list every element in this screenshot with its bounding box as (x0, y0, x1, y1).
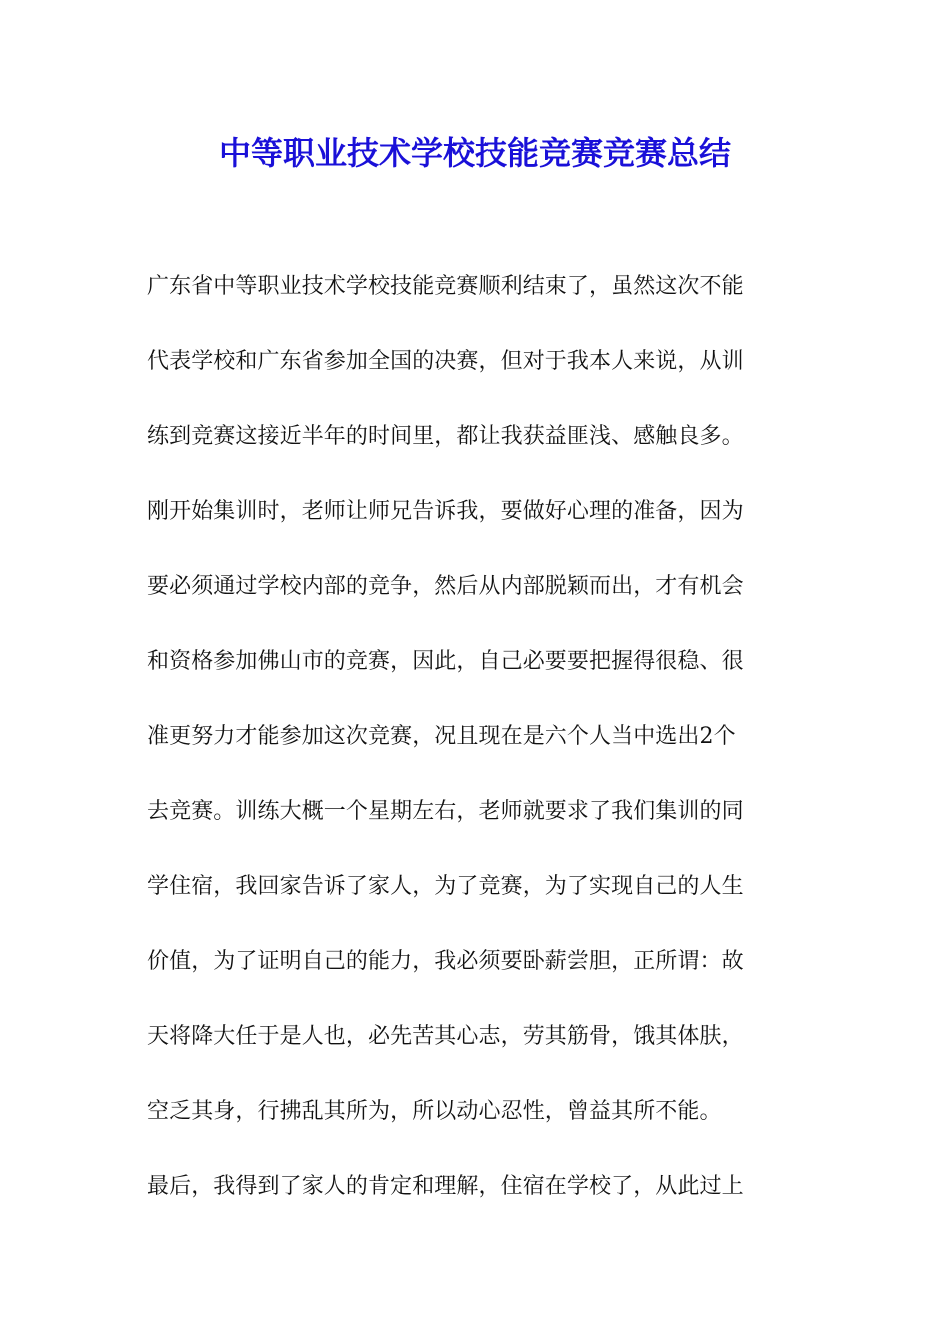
text-line: 和资格参加佛山市的竞赛，因此，自己必要要把握得很稳、很 (147, 649, 744, 674)
text-line: 去竞赛。训练大概一个星期左右，老师就要求了我们集训的同 (147, 799, 744, 824)
text-line: 准更努力才能参加这次竞赛，况且现在是六个人当中选出2个 (147, 724, 736, 749)
text-line: 天将降大任于是人也，必先苦其心志，劳其筋骨，饿其体肤， (147, 1024, 744, 1049)
text-line: 广东省中等职业技术学校技能竞赛顺利结束了，虽然这次不能 (147, 274, 744, 299)
text-line: 刚开始集训时，老师让师兄告诉我，要做好心理的准备，因为 (147, 499, 744, 524)
text-line: 要必须通过学校内部的竞争，然后从内部脱颖而出，才有机会 (147, 574, 744, 599)
text-line: 练到竞赛这接近半年的时间里，都让我获益匪浅、感触良多。 (147, 424, 744, 449)
text-line: 最后，我得到了家人的肯定和理解，住宿在学校了，从此过上 (147, 1174, 744, 1199)
document-body (147, 262, 807, 1237)
text-line: 空乏其身，行拂乱其所为，所以动心忍性，曾益其所不能。 (147, 1099, 722, 1124)
document-title: 中等职业技术学校技能竞赛竞赛总结 (218, 134, 731, 172)
text-line: 价值，为了证明自己的能力，我必须要卧薪尝胆，正所谓：故 (147, 949, 744, 974)
text-line: 学住宿，我回家告诉了家人，为了竞赛，为了实现自己的人生 (147, 874, 744, 899)
text-line: 代表学校和广东省参加全国的决赛，但对于我本人来说，从训 (147, 349, 744, 374)
